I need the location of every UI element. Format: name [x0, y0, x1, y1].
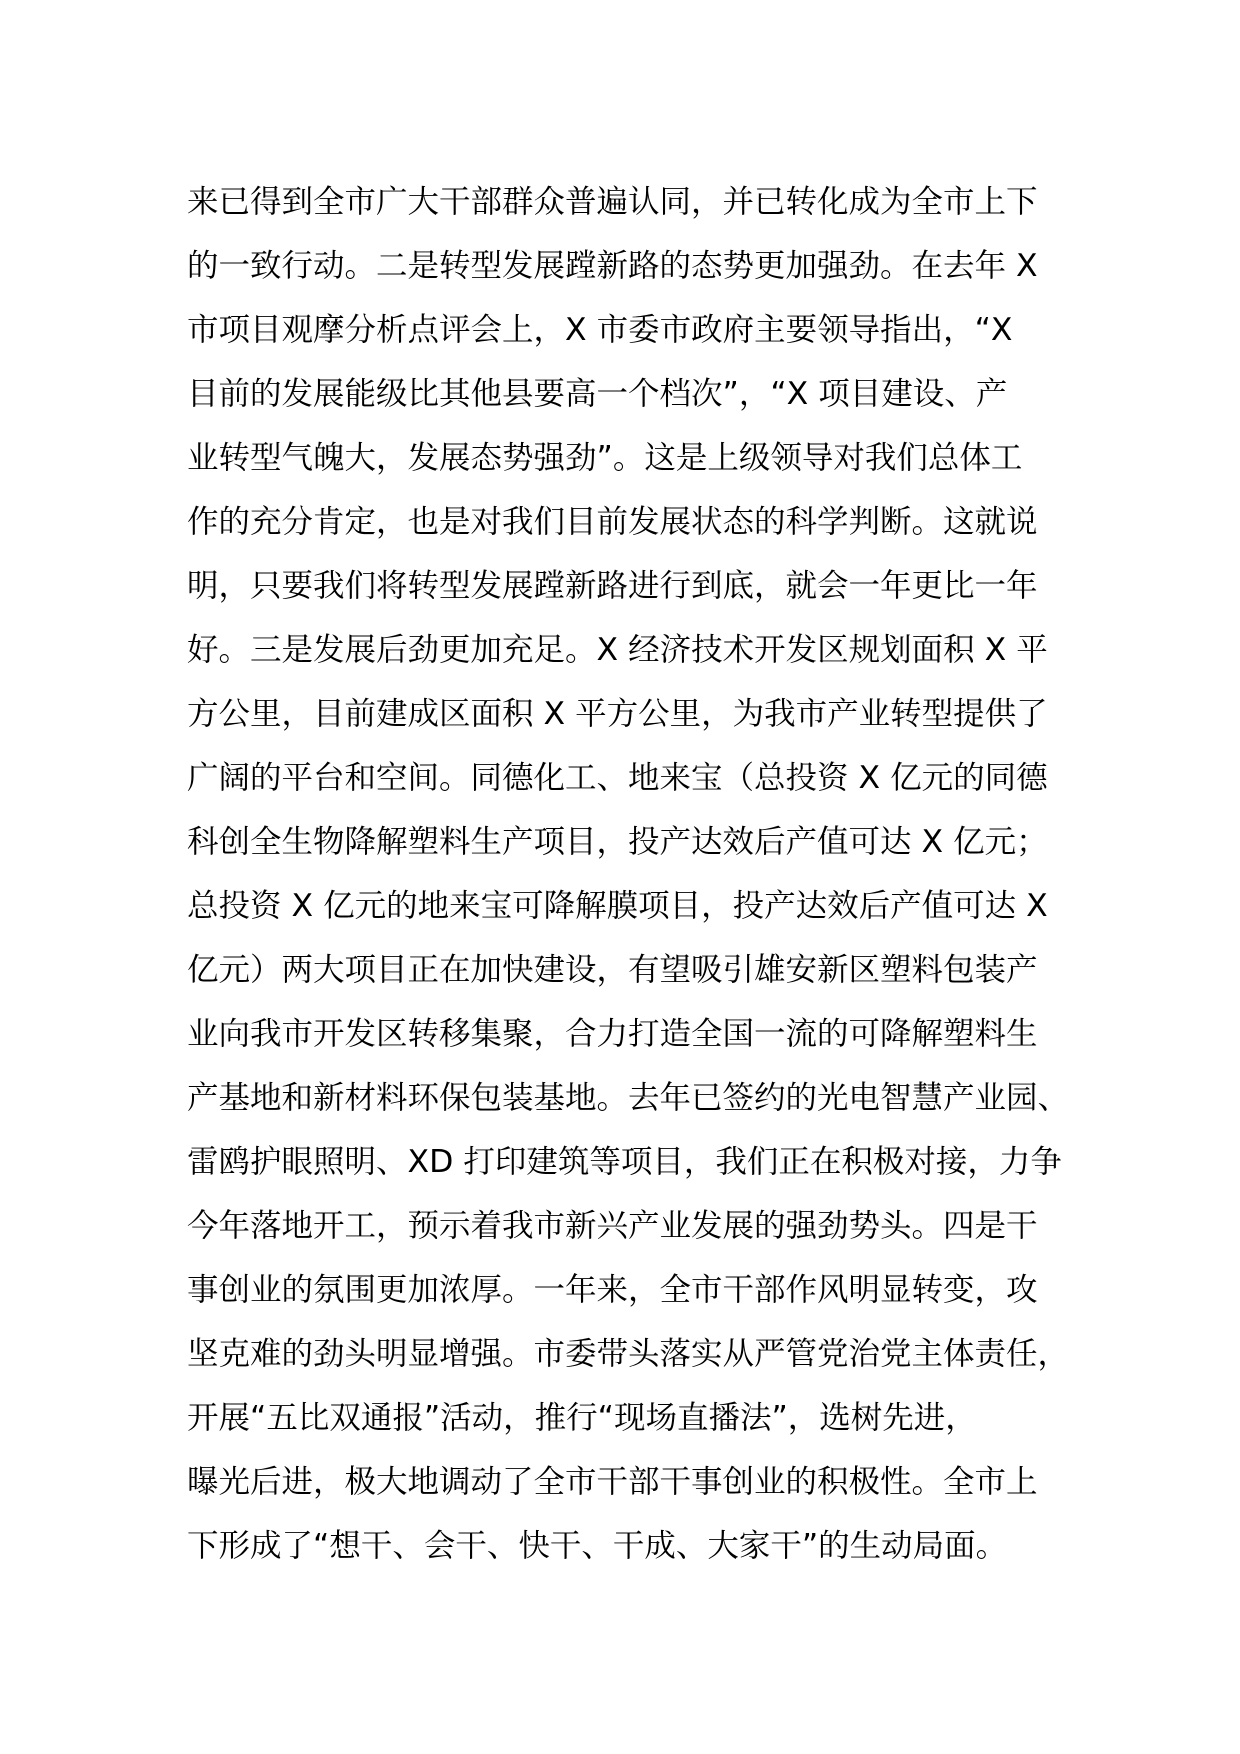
text-line: 开展“五比双通报”活动，推行“现场直播法”，选树先进，: [187, 1400, 977, 1436]
text-line: 业向我市开发区转移集聚，合力打造全国一流的可降解塑料生: [187, 1016, 1038, 1052]
text-line: 的一致行动。二是转型发展蹚新路的态势更加强劲。在去年 X: [187, 248, 1038, 284]
text-line: 市项目观摩分析点评会上，X 市委市政府主要领导指出，“X: [187, 312, 1013, 348]
text-line: 坚克难的劲头明显增强。市委带头落实从严管党治党主体责任，: [187, 1336, 1070, 1372]
text-line: 事创业的氛围更加浓厚。一年来，全市干部作风明显转变，攻: [187, 1272, 1038, 1308]
text-line: 好。三是发展后劲更加充足。X 经济技术开发区规划面积 X 平: [187, 632, 1048, 668]
body-text: [187, 170, 1070, 1578]
text-line: 作的充分肯定，也是对我们目前发展状态的科学判断。这就说: [187, 504, 1038, 540]
text-line: 来已得到全市广大干部群众普遍认同，并已转化成为全市上下: [187, 184, 1038, 220]
text-line: 曝光后进，极大地调动了全市干部干事创业的积极性。全市上: [187, 1464, 1038, 1500]
text-line: 产基地和新材料环保包装基地。去年已签约的光电智慧产业园、: [187, 1080, 1070, 1116]
text-line: 广阔的平台和空间。同德化工、地来宝（总投资 X 亿元的同德: [187, 760, 1048, 796]
text-line: 科创全生物降解塑料生产项目，投产达效后产值可达 X 亿元；: [187, 824, 1048, 860]
text-line: 今年落地开工，预示着我市新兴产业发展的强劲势头。四是干: [187, 1208, 1038, 1244]
text-line: 雷鸥护眼照明、XD 打印建筑等项目，我们正在积极对接，力争: [187, 1144, 1062, 1180]
text-line: 业转型气魄大，发展态势强劲”。这是上级领导对我们总体工: [187, 440, 1023, 476]
text-line: 下形成了“想干、会干、快干、干成、大家干”的生动局面。: [187, 1528, 1008, 1564]
text-line: 明，只要我们将转型发展蹚新路进行到底，就会一年更比一年: [187, 568, 1038, 604]
text-line: 目前的发展能级比其他县要高一个档次”，“X 项目建设、产: [187, 376, 1008, 412]
text-line: 方公里，目前建成区面积 X 平方公里，为我市产业转型提供了: [187, 696, 1048, 732]
text-line: 亿元）两大项目正在加快建设，有望吸引雄安新区塑料包装产: [187, 952, 1038, 988]
text-line: 总投资 X 亿元的地来宝可降解膜项目，投产达效后产值可达 X: [187, 888, 1048, 924]
